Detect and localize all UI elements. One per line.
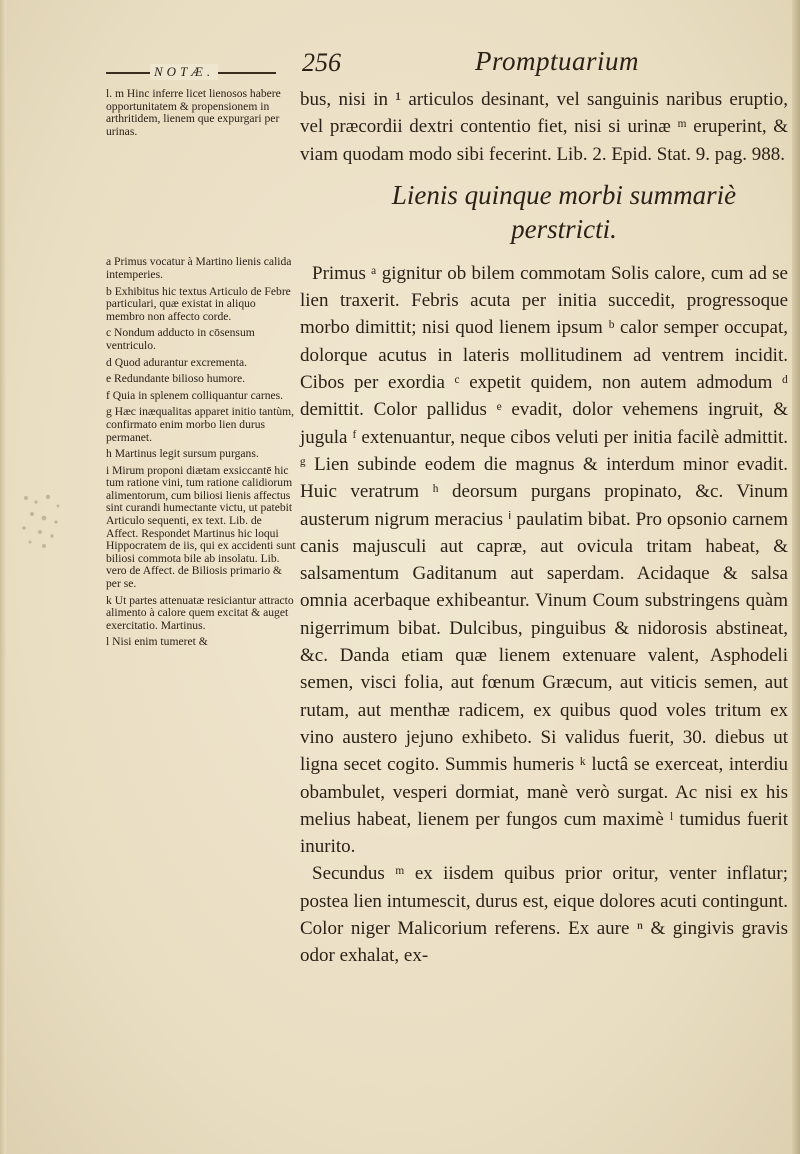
margin-notes (106, 88, 296, 653)
margin-note: b Exhibitus hic textus Articulo de Febre particulari, quæ existat in aliquo membro non affecto corde. (106, 284, 291, 323)
margin-note: l. m Hinc inferre licet lienosos habere opportunitatem & propensionem in arthritidem, lienem que expurgari per urinas. (106, 87, 281, 138)
margin-note: h Martinus legit sursum purgans. (106, 447, 259, 461)
body-paragraph: Secundus ᵐ ex iisdem quibus prior oritur, venter inflatur; postea lien intumescit, durus est, eique dolores acuti contingunt. Color niger Malicorium referens. Ex aure ⁿ & gingivis gravis odor exhalat, ex- (300, 863, 788, 967)
margin-note: e Redundante bilioso humore. (106, 372, 246, 386)
margin-note: d Quod adurantur excrementa. (106, 355, 247, 369)
margin-note: i Mirum proponi diætam exsiccantē hic tum ratione vini, tum ratione calidiorum alimentorum, cum biliosi lienis affectus sint curandi humectante victu, ut patebit Articulo sequenti, ex text. Lib. de Affect. Respondet Martinus hic loqui Hippocratem de iis, qui ex accidenti sunt biliosi commota bile ab insolatu. Lib. vero de Affect. de Biliosis primario & per se. (106, 463, 296, 591)
margin-note: l Nisi enim tumeret & (106, 635, 208, 649)
page-edge-right (792, 0, 800, 1154)
body-paragraph: Primus ᵃ gignitur ob bilem commotam Solis calore, cum ad se lien traxerit. Febris acuta per initia succedit, progressoque morbo dimittit; nisi quod lienem ipsum ᵇ calor semper occupat, dolorque acutus in lateris mollitudinem ad ventrem incidit. Cibos per exordia ᶜ expetit quidem, non autem admodum ᵈ demittit. Color pallidus ᵉ evadit, dolor vehemens ingruit, & jugula ᶠ extenuantur, neque cibos veluti per initia facilè admittit. ᵍ Lien subinde eodem die magnus & interdum minor evadit. Huic veratrum ʰ deorsum purgans propinato, &c. Vinum austerum nigrum meracius ⁱ paulatim bibat. Pro opsonio carnem canis majusculi aut capræ, aut ovicula tritam habeat, & salsamentum Gaditanum aut saperdam. Acidaque & salsa omnia acerbaque exhibeantur. Vinum Coum substringens quàm nigerrimum bibat. Dulcibus, pinguibus & nidorosis abstineat, &c. Danda etiam quæ lienem extenuare valent, Asphodeli semen, visci folia, aut fœnum Græcum, aut viticis semen, aut rutam, aut menthæ radicem, ex quibus quod voles tritum ex vino austero jejuno exhibeto. Si validus fuerit, 30. diebus ut ligna secet cogito. Summis humeris ᵏ luctâ se exerceat, interdiu obambulet, vesperi dormiat, manè verò surgat. Ac nisi ex his melius habeat, lienem per fungos cum maximè ˡ tumidus fuerit inurito. (300, 262, 788, 858)
notes-heading: NOTÆ. (150, 64, 218, 80)
margin-note: k Ut partes attenuatæ resiciantur attracto alimento à calore quem excitat & auget exercitatio. Martinus. (106, 593, 294, 632)
margin-note: c Nondum adducto in cōsensum ventriculo. (106, 326, 255, 352)
margin-note: f Quia in splenem colliquantur carnes. (106, 388, 284, 402)
page-number: 256 (302, 48, 341, 77)
main-text-column (300, 86, 788, 970)
margin-note: g Hæc inæqualitas apparet initio tantùm, confirmato enim morbo lien durus permanet. (106, 405, 295, 444)
body-paragraph: bus, nisi in ¹ articulos desinant, vel sanguinis naribus eruptio, vel præcordii dextri contentio fiet, nisi si urinæ ᵐ eruperint, & viam quodam modo sibi fecerint. Lib. 2. Epid. Stat. 9. pag. 988. (300, 89, 788, 165)
ink-smudge-ornament (14, 488, 72, 552)
margin-note: a Primus vocatur à Martino lienis calida intemperies. (106, 255, 292, 281)
page-gutter-left (0, 0, 6, 1154)
running-title: Promptuarium (475, 46, 640, 76)
section-title: Lienis quinque morbi summariè perstricti. (391, 179, 737, 244)
